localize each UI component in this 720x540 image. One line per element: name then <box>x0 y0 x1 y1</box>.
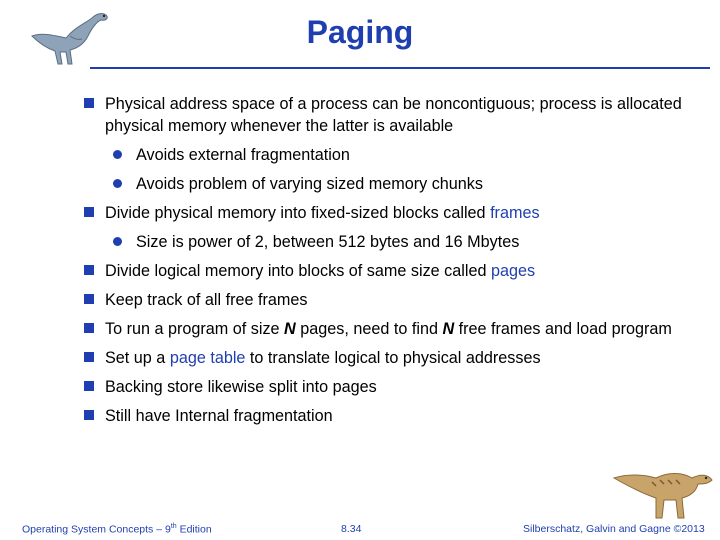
square-bullet-icon <box>84 265 94 275</box>
bullet-text: Divide logical memory into blocks of same size called <box>105 262 491 280</box>
footer-book-title <box>22 523 212 536</box>
page-title: Paging <box>306 14 414 50</box>
var-n: N <box>284 320 296 338</box>
footer-book-title-text: Operating System Concepts – 9 <box>22 523 171 536</box>
round-bullet-icon <box>113 237 122 246</box>
square-bullet-icon <box>84 294 94 304</box>
bullet-text: Backing store likewise split into pages <box>105 378 377 396</box>
term-page-table: page table <box>169 349 246 367</box>
bullet-page-table <box>84 347 694 369</box>
bullet-run-program <box>84 318 694 340</box>
bullet-text: Set up a <box>105 349 170 367</box>
bullet-backing-store <box>84 376 694 398</box>
bullet-text: Divide physical memory into fixed-sized blocks called <box>105 204 491 222</box>
dinosaur-corner-icon <box>612 462 716 522</box>
bullet-frames <box>84 202 694 224</box>
square-bullet-icon <box>84 98 94 108</box>
bullet-noncontiguous <box>84 93 694 137</box>
bullet-text: to translate logical to physical addresses <box>245 349 541 367</box>
square-bullet-icon <box>84 352 94 362</box>
square-bullet-icon <box>84 410 94 420</box>
term-frames: frames <box>490 204 540 222</box>
bullet-text-a: To run a program of size <box>105 320 285 338</box>
bullet-text: Keep track of all free frames <box>105 291 308 309</box>
bullet-text-c: free frames and load program <box>454 320 672 338</box>
sub-bullet-text: Avoids external fragmentation <box>136 146 350 164</box>
var-n: N <box>442 320 455 338</box>
square-bullet-icon <box>84 381 94 391</box>
round-bullet-icon <box>113 179 122 188</box>
sub-bullet-text: Size is power of 2, between 512 bytes and 16 Mbytes <box>136 233 520 251</box>
bullet-text: Physical address space of a process can be noncontiguous; process is allocated physical memory whenever the latter is available <box>105 95 682 135</box>
bullet-internal-frag <box>84 405 694 427</box>
bullet-text-b: pages, need to find <box>295 320 443 338</box>
sub-bullet-text: Avoids problem of varying sized memory chunks <box>136 175 483 193</box>
bullet-pages <box>84 260 694 282</box>
sub-bullet-frame-size <box>84 231 694 253</box>
sub-bullet-external-frag <box>84 144 694 166</box>
title-rule <box>90 67 710 69</box>
footer-edition-text: Edition <box>176 523 212 536</box>
square-bullet-icon <box>84 207 94 217</box>
footer-page-number: 8.34 <box>341 523 362 535</box>
bullet-text: Still have Internal fragmentation <box>105 407 333 425</box>
round-bullet-icon <box>113 150 122 159</box>
square-bullet-icon <box>84 323 94 333</box>
bullet-list <box>84 93 694 427</box>
sub-bullet-varying-chunks <box>84 173 694 195</box>
footer-authors: Silberschatz, Galvin and Gagne ©2013 <box>523 523 705 535</box>
term-pages: pages <box>490 262 536 280</box>
bullet-free-frames <box>84 289 694 311</box>
footer-edition-sup: th <box>170 523 177 530</box>
